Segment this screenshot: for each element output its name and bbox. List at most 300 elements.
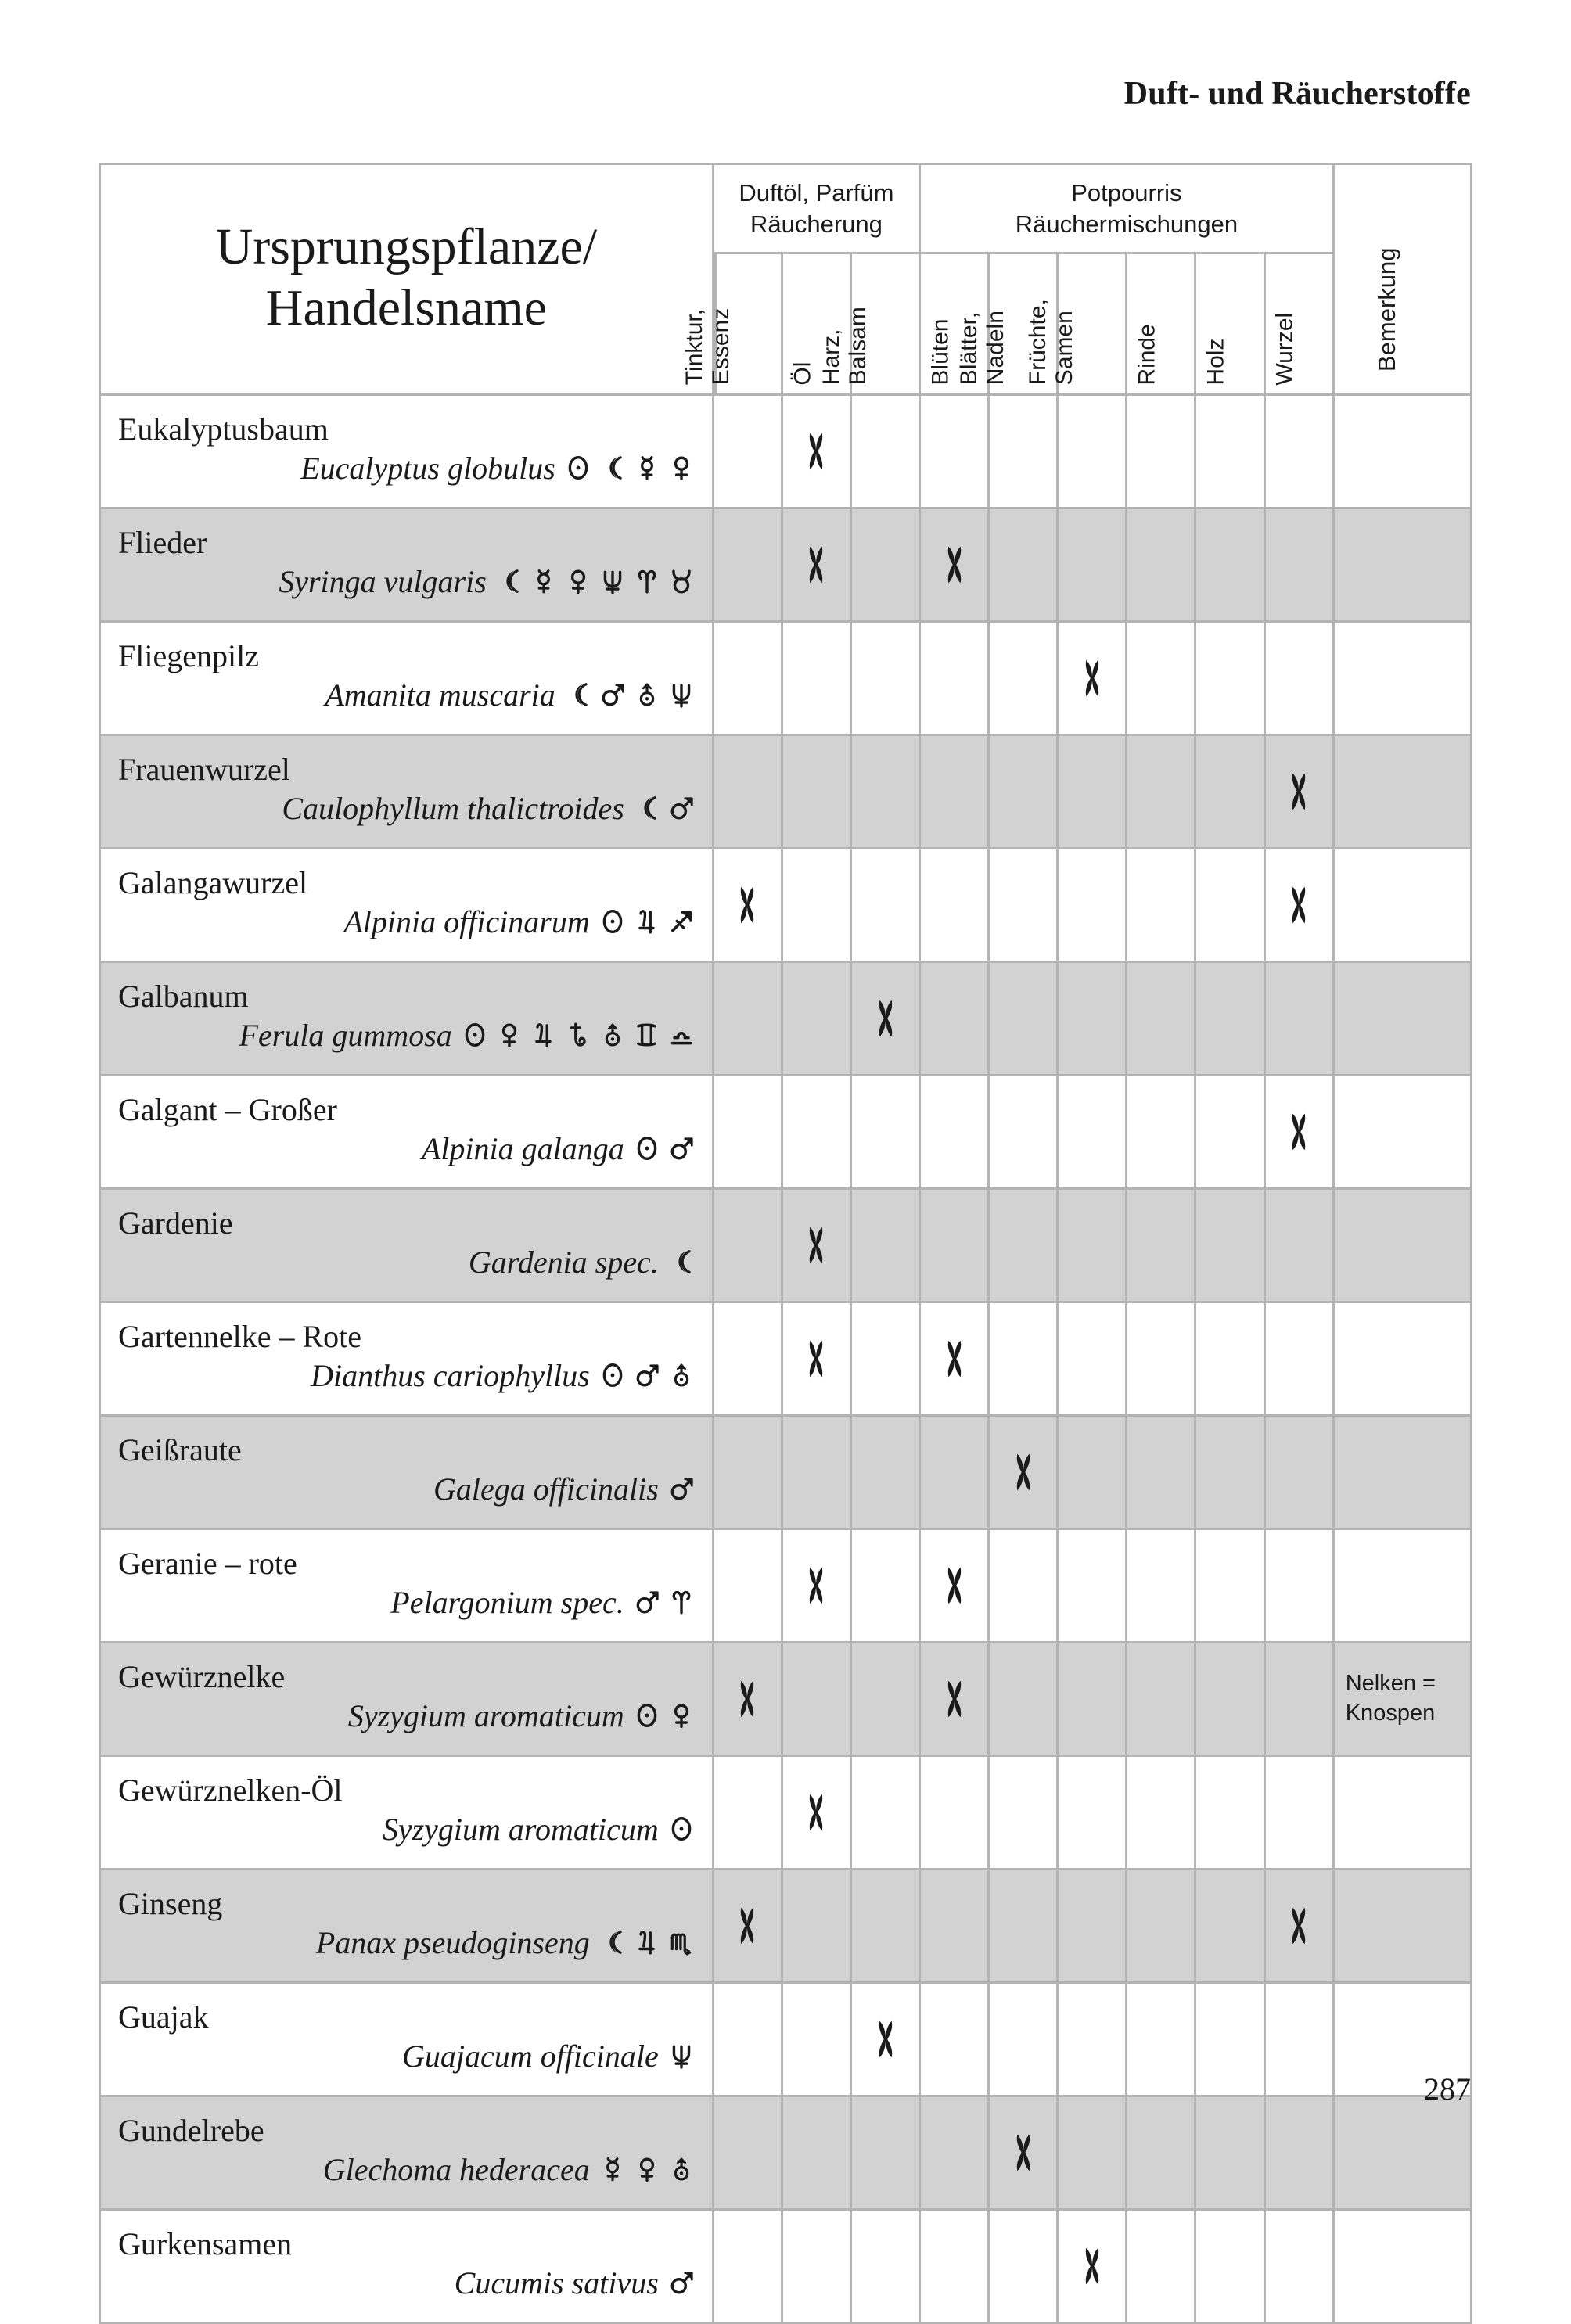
astro-symbol-venus-icon [668,1699,695,1732]
astro-symbol-mars-icon [668,1132,695,1165]
plant-name-cell [99,1417,714,1530]
four-petal-flower-icon [731,885,764,925]
mark-cell-blaetter [990,1984,1059,2097]
astro-symbol-gemini-icon [634,1018,660,1051]
mark-cell-tinktur [714,963,783,1076]
mark-cell-harz [852,1303,921,1417]
remark-cell [1335,2097,1472,2211]
remark-cell [1335,2211,1472,2324]
plant-name-cell [99,509,714,623]
table-row [99,736,1472,849]
astro-symbol-moon-icon [599,1926,626,1959]
astro-symbol-venus-icon [496,1018,523,1051]
column-header-rinde [1127,254,1196,396]
astro-symbol-sun-icon [634,1699,660,1732]
mark-cell-holz [1196,509,1265,623]
mark-cell-fruechte [1059,736,1127,849]
table-row [99,2211,1472,2324]
column-header-label: Tinktur, Essenz [681,308,734,386]
plant-latin-name [118,1130,695,1168]
four-petal-flower-icon [1282,885,1315,925]
astro-symbol-aries-icon [634,565,660,598]
plant-common-name: Flieder [118,525,207,561]
astro-symbol-aries-icon [668,1586,695,1618]
astro-symbol-group [668,1811,695,1848]
remark-cell [1335,623,1472,736]
plant-latin-name [118,1017,695,1054]
mark-cell-wurzel [1266,1530,1335,1643]
mark-cell-oel [783,1870,852,1984]
table-row [99,1417,1472,1530]
mark-cell-harz [852,1870,921,1984]
four-petal-flower-icon [731,1679,764,1719]
mark-cell-fruechte [1059,1757,1127,1870]
four-petal-flower-icon [1282,772,1315,811]
plant-name-cell [99,623,714,736]
mark-cell-holz [1196,2097,1265,2211]
running-head: Duft- und Räucherstoffe [1123,76,1471,112]
mark-cell-blueten [921,963,990,1076]
plant-latin-text: Alpinia officinarum [343,903,590,939]
mark-cell-blaetter [990,623,1059,736]
mark-cell-blueten [921,509,990,623]
mark-cell-tinktur [714,1076,783,1190]
plant-latin-name [118,903,695,941]
mark-cell-oel [783,1984,852,2097]
plant-latin-text: Cucumis sativus [454,2265,659,2301]
mark-cell-fruechte [1059,1984,1127,2097]
mark-cell-blaetter [990,2211,1059,2324]
astro-symbol-mars-icon [634,1359,660,1392]
astro-symbol-group [634,1584,695,1622]
mark-cell-fruechte [1059,1303,1127,1417]
group-header-line2: Räucherung [750,210,883,239]
plant-latin-text: Caulophyllum thalictroides [282,790,624,826]
four-petal-flower-icon [938,1566,971,1605]
four-petal-flower-icon [800,545,832,584]
mark-cell-holz [1196,1643,1265,1757]
table-row [99,1076,1472,1190]
astro-symbol-sagittarius-icon [668,905,695,938]
astro-symbol-mercury-icon [530,565,557,598]
column-header-bemerkung [1335,163,1472,396]
four-petal-flower-icon [800,1566,832,1605]
mark-cell-blueten [921,849,990,963]
astro-symbol-group [634,790,695,828]
table-title-line1: Ursprungspflanze/ [215,217,598,275]
astro-symbol-group [462,1017,695,1054]
mark-cell-blaetter [990,736,1059,849]
plant-latin-name [118,677,695,714]
astro-symbol-sun-icon [634,1132,660,1165]
plant-name-cell [99,1757,714,1870]
mark-cell-blaetter [990,509,1059,623]
plant-name-cell [99,2211,714,2324]
mark-cell-blueten [921,1076,990,1190]
mark-cell-holz [1196,1190,1265,1303]
mark-cell-rinde [1127,2211,1196,2324]
column-header-label: Blüten [927,318,954,386]
mark-cell-blaetter [990,849,1059,963]
remark-cell [1335,1643,1472,1757]
plant-latin-name [118,1584,695,1622]
mark-cell-holz [1196,736,1265,849]
plant-common-name: Gurkensamen [118,2226,293,2262]
mark-cell-wurzel [1266,1984,1335,2097]
mark-cell-wurzel [1266,1303,1335,1417]
mark-cell-blueten [921,1417,990,1530]
mark-cell-tinktur [714,1643,783,1757]
mark-cell-holz [1196,623,1265,736]
plant-common-name: Gewürznelke [118,1659,286,1695]
mark-cell-oel [783,396,852,509]
mark-cell-blueten [921,1530,990,1643]
mark-cell-harz [852,1984,921,2097]
mark-cell-oel [783,2097,852,2211]
plant-name-cell [99,849,714,963]
mark-cell-rinde [1127,963,1196,1076]
mark-cell-wurzel [1266,623,1335,736]
mark-cell-tinktur [714,849,783,963]
mark-cell-holz [1196,1076,1265,1190]
mark-cell-wurzel [1266,509,1335,623]
table-row [99,1643,1472,1757]
mark-cell-wurzel [1266,2097,1335,2211]
mark-cell-fruechte [1059,849,1127,963]
mark-cell-wurzel [1266,396,1335,509]
mark-cell-fruechte [1059,1190,1127,1303]
plant-name-cell [99,1643,714,1757]
mark-cell-rinde [1127,1417,1196,1530]
mark-cell-tinktur [714,623,783,736]
four-petal-flower-icon [1007,2133,1040,2172]
four-petal-flower-icon [938,545,971,584]
plant-common-name: Gartennelke – Rote [118,1319,361,1355]
mark-cell-blaetter [990,1417,1059,1530]
four-petal-flower-icon [1282,1112,1315,1151]
four-petal-flower-icon [869,999,902,1038]
plant-latin-text: Galega officinalis [433,1471,659,1507]
column-header-label: Wurzel [1271,312,1298,386]
remark-line1: Nelken = [1345,1671,1436,1697]
astro-symbol-group [634,1130,695,1168]
mark-cell-blueten [921,1643,990,1757]
plant-latin-text: Syringa vulgaris [279,563,487,599]
mark-cell-harz [852,1076,921,1190]
astro-symbol-group [668,2038,695,2075]
plant-latin-text: Pelargonium spec. [390,1584,624,1620]
column-header-wurzel [1266,254,1335,396]
column-header-label: Öl [789,361,815,386]
mark-cell-harz [852,963,921,1076]
plant-latin-name [118,1357,695,1395]
plant-name-cell [99,1870,714,1984]
plant-latin-name [118,1811,695,1848]
astro-symbol-jupiter-icon [634,905,660,938]
mark-cell-fruechte [1059,1076,1127,1190]
plant-common-name: Ginseng [118,1886,223,1922]
mark-cell-blaetter [990,1757,1059,1870]
mark-cell-blaetter [990,1643,1059,1757]
mark-cell-holz [1196,396,1265,509]
plant-common-name: Gardenie [118,1205,233,1241]
astro-symbol-moon-icon [668,1245,695,1278]
mark-cell-harz [852,509,921,623]
plant-common-name: Geranie – rote [118,1546,297,1582]
plant-reference-table [99,163,1472,2324]
table-row [99,963,1472,1076]
mark-cell-wurzel [1266,1870,1335,1984]
astro-symbol-mercury-icon [634,451,660,484]
mark-cell-blaetter [990,2097,1059,2211]
mark-cell-tinktur [714,1870,783,1984]
remark-cell [1335,963,1472,1076]
mark-cell-blueten [921,736,990,849]
astro-symbol-neptune-icon [668,678,695,711]
remark-cell [1335,396,1472,509]
table-title-line2: Handelsname [265,278,547,336]
table-row [99,509,1472,623]
mark-cell-blueten [921,1190,990,1303]
mark-cell-oel [783,849,852,963]
plant-common-name: Eukalyptusbaum [118,411,329,447]
four-petal-flower-icon [800,1793,832,1832]
astro-symbol-group [565,677,695,714]
table-row [99,1303,1472,1417]
mark-cell-harz [852,849,921,963]
table-row [99,1984,1472,2097]
plant-name-cell [99,2097,714,2211]
astro-symbol-mars-icon [668,792,695,824]
astro-symbol-neptune-icon [599,565,626,598]
astro-symbol-group [599,903,695,941]
astro-symbol-moon-icon [634,792,660,824]
four-petal-flower-icon [731,1906,764,1945]
mark-cell-fruechte [1059,1417,1127,1530]
mark-cell-rinde [1127,2097,1196,2211]
mark-cell-oel [783,1757,852,1870]
mark-cell-harz [852,1757,921,1870]
astro-symbol-lilith-icon [668,2153,695,2186]
mark-cell-oel [783,963,852,1076]
remark-cell [1335,1190,1472,1303]
remark-cell [1335,1417,1472,1530]
mark-cell-wurzel [1266,1190,1335,1303]
mark-cell-rinde [1127,509,1196,623]
column-header-label: Blätter, Nadeln [955,311,1008,386]
plant-common-name: Guajak [118,1999,209,2035]
astro-symbol-moon-icon [599,451,626,484]
mark-cell-blueten [921,1757,990,1870]
astro-symbol-neptune-icon [668,2039,695,2072]
four-petal-flower-icon [938,1679,971,1719]
astro-symbol-venus-icon [634,2153,660,2186]
remark-line2: Knospen [1345,1700,1436,1726]
astro-symbol-group [496,563,695,601]
table-row [99,849,1472,963]
plant-latin-name [118,1244,695,1281]
plant-latin-text: Glechoma hederacea [322,2151,590,2187]
mark-cell-harz [852,396,921,509]
plant-common-name: Fliegenpilz [118,638,259,674]
table-header-row-groups [99,163,1472,254]
column-header-holz [1196,254,1265,396]
astro-symbol-group [668,1471,695,1508]
mark-cell-holz [1196,1757,1265,1870]
mark-cell-harz [852,1417,921,1530]
plant-name-cell [99,1303,714,1417]
astro-symbol-sun-icon [565,451,591,484]
astro-symbol-jupiter-icon [530,1018,557,1051]
mark-cell-holz [1196,849,1265,963]
plant-name-cell [99,963,714,1076]
four-petal-flower-icon [938,1339,971,1378]
astro-symbol-lilith-icon [634,678,660,711]
plant-latin-text: Guajacum officinale [402,2038,659,2074]
mark-cell-fruechte [1059,396,1127,509]
plant-common-name: Gundelrebe [118,2113,264,2149]
plant-latin-text: Syzygium aromaticum [347,1697,624,1733]
astro-symbol-group [599,2151,695,2189]
astro-symbol-group [668,1244,695,1281]
four-petal-flower-icon [800,1339,832,1378]
astro-symbol-libra-icon [668,1018,695,1051]
plant-common-name: Galgant – Großer [118,1092,337,1128]
group-header-potpourris [921,163,1335,254]
plant-name-cell [99,1984,714,2097]
mark-cell-fruechte [1059,963,1127,1076]
remark-cell [1335,849,1472,963]
group-header-line2: Räuchermischungen [1015,210,1238,239]
mark-cell-harz [852,1643,921,1757]
astro-symbol-scorpio-icon [668,1926,695,1959]
astro-symbol-sun-icon [599,1359,626,1392]
mark-cell-holz [1196,1303,1265,1417]
mark-cell-harz [852,623,921,736]
mark-cell-wurzel [1266,1643,1335,1757]
remark-cell [1335,1530,1472,1643]
astro-symbol-mars-icon [668,1472,695,1505]
mark-cell-tinktur [714,396,783,509]
astro-symbol-mars-icon [599,678,626,711]
mark-cell-oel [783,2211,852,2324]
mark-cell-rinde [1127,1870,1196,1984]
mark-cell-fruechte [1059,623,1127,736]
page-number: 287 [1424,2071,1471,2107]
mark-cell-tinktur [714,1303,783,1417]
mark-cell-wurzel [1266,963,1335,1076]
reference-table-container [99,163,1472,2324]
mark-cell-holz [1196,1417,1265,1530]
column-header-label: Früchte, Samen [1025,299,1077,386]
mark-cell-wurzel [1266,1076,1335,1190]
mark-cell-fruechte [1059,1643,1127,1757]
astro-symbol-saturn-icon [565,1018,591,1051]
plant-name-cell [99,396,714,509]
mark-cell-holz [1196,2211,1265,2324]
mark-cell-oel [783,1303,852,1417]
mark-cell-tinktur [714,1530,783,1643]
plant-name-cell [99,1190,714,1303]
table-row [99,1870,1472,1984]
astro-symbol-sun-icon [599,905,626,938]
mark-cell-blaetter [990,1870,1059,1984]
mark-cell-blaetter [990,963,1059,1076]
mark-cell-rinde [1127,1643,1196,1757]
plant-common-name: Galangawurzel [118,865,308,901]
mark-cell-fruechte [1059,1530,1127,1643]
plant-latin-text: Amanita muscaria [325,677,555,713]
mark-cell-oel [783,1643,852,1757]
four-petal-flower-icon [1076,2247,1109,2286]
astro-symbol-lilith-icon [599,1018,626,1051]
mark-cell-harz [852,1530,921,1643]
mark-cell-wurzel [1266,849,1335,963]
four-petal-flower-icon [800,1226,832,1265]
plant-latin-name [118,2265,695,2302]
remark-cell [1335,1757,1472,1870]
mark-cell-tinktur [714,2211,783,2324]
mark-cell-rinde [1127,1757,1196,1870]
mark-cell-blueten [921,2211,990,2324]
mark-cell-rinde [1127,849,1196,963]
four-petal-flower-icon [869,2020,902,2059]
four-petal-flower-icon [800,432,832,471]
mark-cell-wurzel [1266,1757,1335,1870]
astro-symbol-group [565,450,695,487]
mark-cell-holz [1196,1870,1265,1984]
mark-cell-holz [1196,1530,1265,1643]
mark-cell-blaetter [990,396,1059,509]
plant-latin-name [118,1924,695,1962]
remark-cell [1335,736,1472,849]
plant-latin-text: Panax pseudoginseng [315,1924,590,1960]
mark-cell-blueten [921,623,990,736]
astro-symbol-group [668,2265,695,2302]
mark-cell-oel [783,1190,852,1303]
mark-cell-blaetter [990,1303,1059,1417]
plant-common-name: Geißraute [118,1432,242,1468]
mark-cell-blueten [921,1870,990,1984]
mark-cell-blaetter [990,1076,1059,1190]
mark-cell-fruechte [1059,1870,1127,1984]
table-row [99,396,1472,509]
plant-latin-text: Dianthus cariophyllus [311,1357,590,1393]
astro-symbol-mars-icon [668,2266,695,2299]
mark-cell-blaetter [990,1190,1059,1303]
mark-cell-rinde [1127,1984,1196,2097]
remark-cell [1335,1303,1472,1417]
mark-cell-fruechte [1059,2097,1127,2211]
table-row [99,1190,1472,1303]
mark-cell-tinktur [714,736,783,849]
mark-cell-fruechte [1059,2211,1127,2324]
plant-latin-name [118,790,695,828]
astro-symbol-jupiter-icon [634,1926,660,1959]
plant-latin-text: Syzygium aromaticum [382,1811,659,1847]
astro-symbol-lilith-icon [668,1359,695,1392]
astro-symbol-venus-icon [668,451,695,484]
four-petal-flower-icon [1282,1906,1315,1945]
group-header-duftoel [714,163,921,254]
mark-cell-tinktur [714,1190,783,1303]
table-row [99,623,1472,736]
mark-cell-fruechte [1059,509,1127,623]
astro-symbol-group [599,1357,695,1395]
mark-cell-rinde [1127,1303,1196,1417]
mark-cell-rinde [1127,736,1196,849]
column-header-tinktur [681,254,783,396]
